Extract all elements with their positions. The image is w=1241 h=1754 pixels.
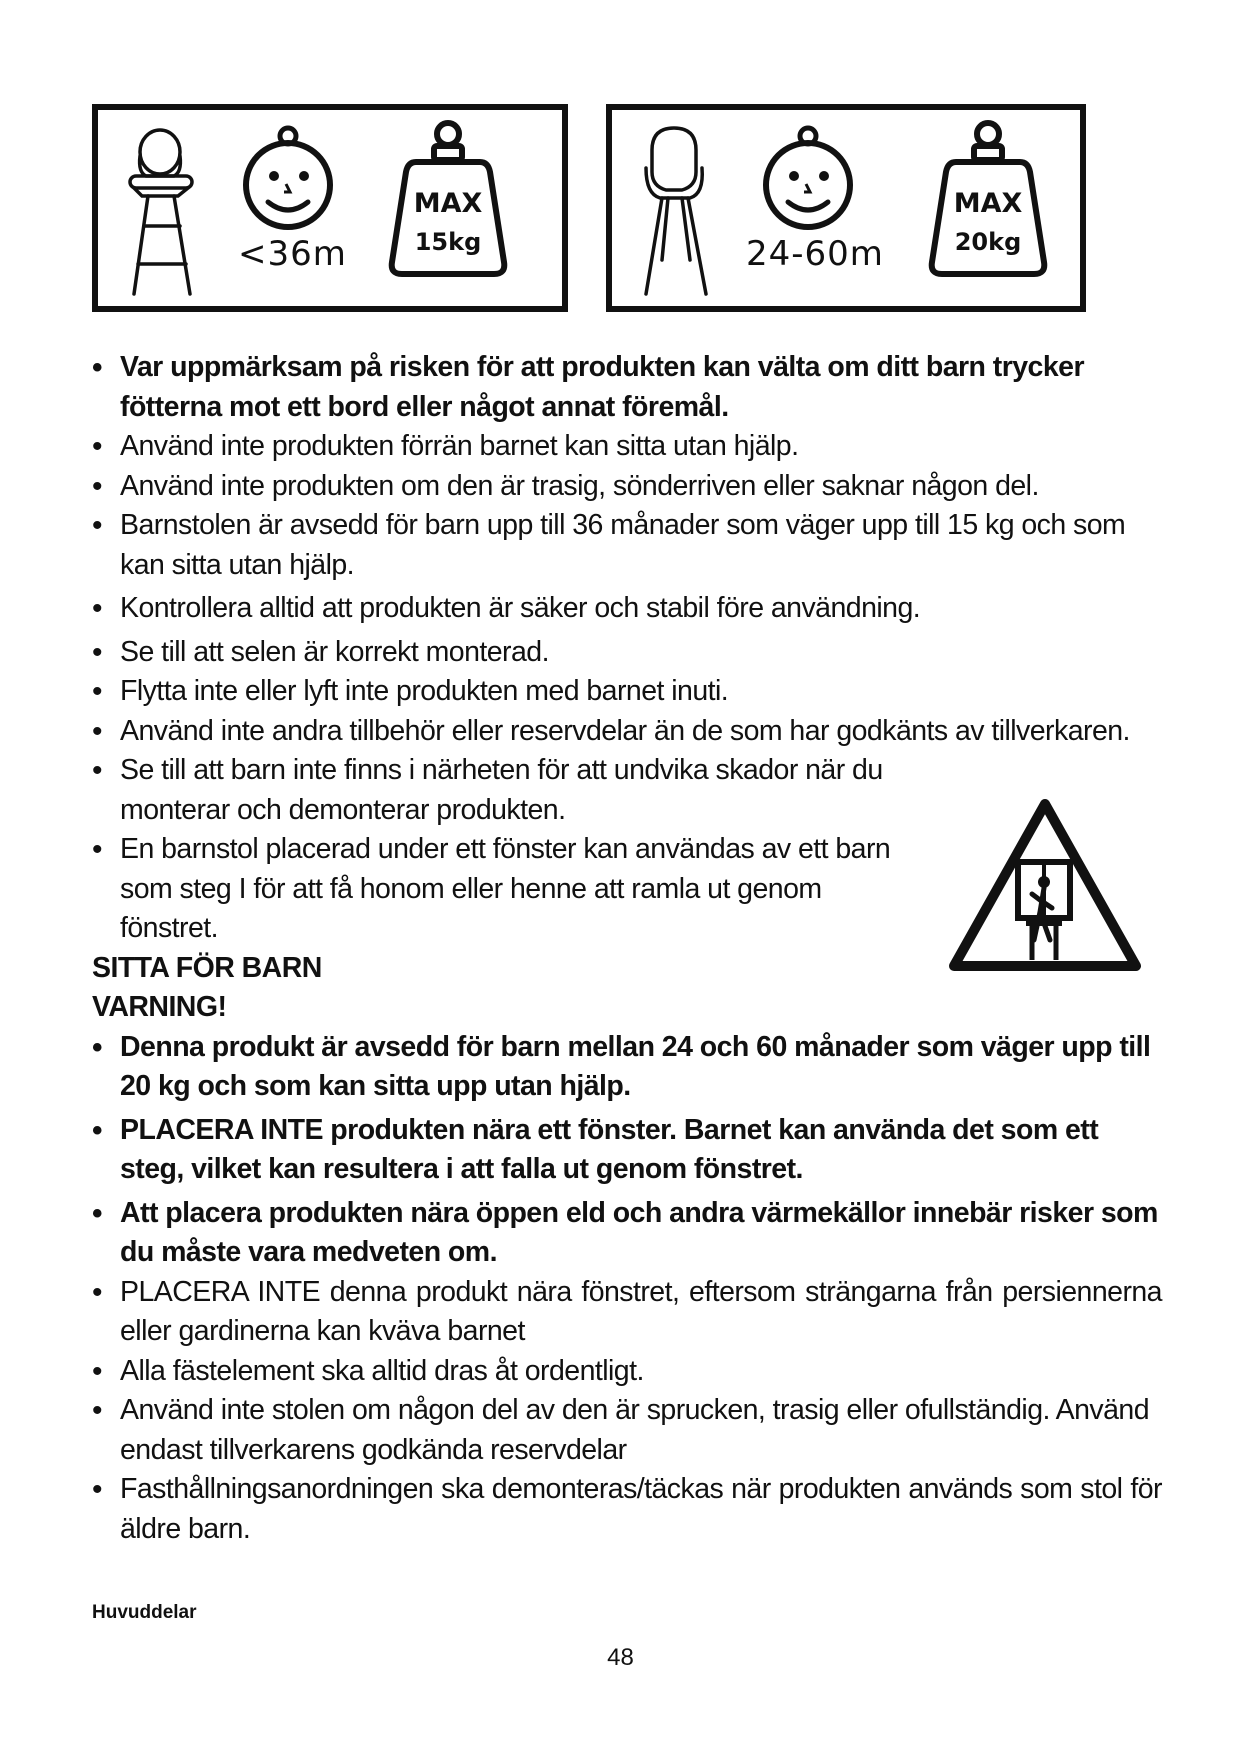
list-item: • PLACERA INTE denna produkt nära fönstret, eftersom strängarna från persiennerna eller gardinerna kan kväva barnet bbox=[92, 1273, 1162, 1352]
window-fall-warning-icon bbox=[940, 790, 1150, 980]
weight-max-label: MAX bbox=[413, 188, 483, 219]
list-item: • Se till att selen är korrekt monterad. bbox=[92, 633, 1162, 673]
child-face-icon bbox=[246, 128, 330, 227]
page-number: 48 bbox=[607, 1644, 634, 1671]
list-item: • Var uppmärksam på risken för att produkten kan välta om ditt barn trycker fötterna mot ett bord eller något annat föremål. bbox=[92, 348, 1162, 427]
list-item: • En barnstol placerad under ett fönster kan användas av ett barn som steg I för att få honom eller henne att ramla ut genom fönstret. bbox=[92, 830, 920, 949]
list-item: • Fasthållningsanordningen ska demonteras/täckas när produkten används som stol för äldre barn. bbox=[92, 1470, 1162, 1549]
list-item: • Använd inte produkten förrän barnet kan sitta utan hjälp. bbox=[92, 427, 1162, 467]
age-label: <36m bbox=[238, 234, 347, 274]
section-heading: SITTA FÖR BARN bbox=[92, 951, 322, 984]
age-label: 24-60m bbox=[746, 234, 884, 274]
list-item: • Använd inte stolen om någon del av den är sprucken, trasig eller ofullständig. Använd endast tillverkarens godkända reservdelar bbox=[92, 1391, 1162, 1470]
list-item: • Flytta inte eller lyft inte produkten med barnet inuti. bbox=[92, 672, 1162, 712]
list-item: • Denna produkt är avsedd för barn mellan 24 och 60 månader som väger upp till 20 kg och som kan sitta upp utan hjälp. bbox=[92, 1028, 1162, 1107]
weight-value-label: 15kg bbox=[414, 228, 482, 256]
list-item: • Kontrollera alltid att produkten är säker och stabil före användning. bbox=[92, 589, 1162, 629]
list-item: • Använd inte andra tillbehör eller reservdelar än de som har godkänts av tillverkaren. bbox=[92, 712, 1162, 752]
weight-max-label: MAX bbox=[953, 188, 1023, 219]
list-item: • Att placera produkten nära öppen eld och andra värmekällor innebär risker som du måste vara medveten om. bbox=[92, 1194, 1162, 1273]
list-item: • Barnstolen är avsedd för barn upp till 36 månader som väger upp till 15 kg och som kan sitta utan hjälp. bbox=[92, 506, 1162, 585]
icon-panel-child-chair bbox=[606, 104, 1086, 312]
weight-value-label: 20kg bbox=[954, 228, 1022, 256]
list-item: • Se till att barn inte finns i närheten för att undvika skador när du monterar och demonterar produkten. bbox=[92, 751, 920, 830]
icon-panel-high-chair bbox=[92, 104, 568, 312]
section-label: Huvuddelar bbox=[92, 1602, 197, 1623]
warning-list-sitting bbox=[92, 1028, 1162, 1550]
list-item: • Använd inte produkten om den är trasig, sönderriven eller saknar någon del. bbox=[92, 467, 1162, 507]
child-face-icon bbox=[766, 128, 850, 227]
warning-heading: VARNING! bbox=[92, 991, 227, 1023]
list-item: • Alla fästelement ska alltid dras åt ordentligt. bbox=[92, 1352, 1162, 1392]
list-item: • PLACERA INTE produkten nära ett fönster. Barnet kan använda det som ett steg, vilket kan resultera i att falla ut genom fönstret. bbox=[92, 1111, 1162, 1190]
